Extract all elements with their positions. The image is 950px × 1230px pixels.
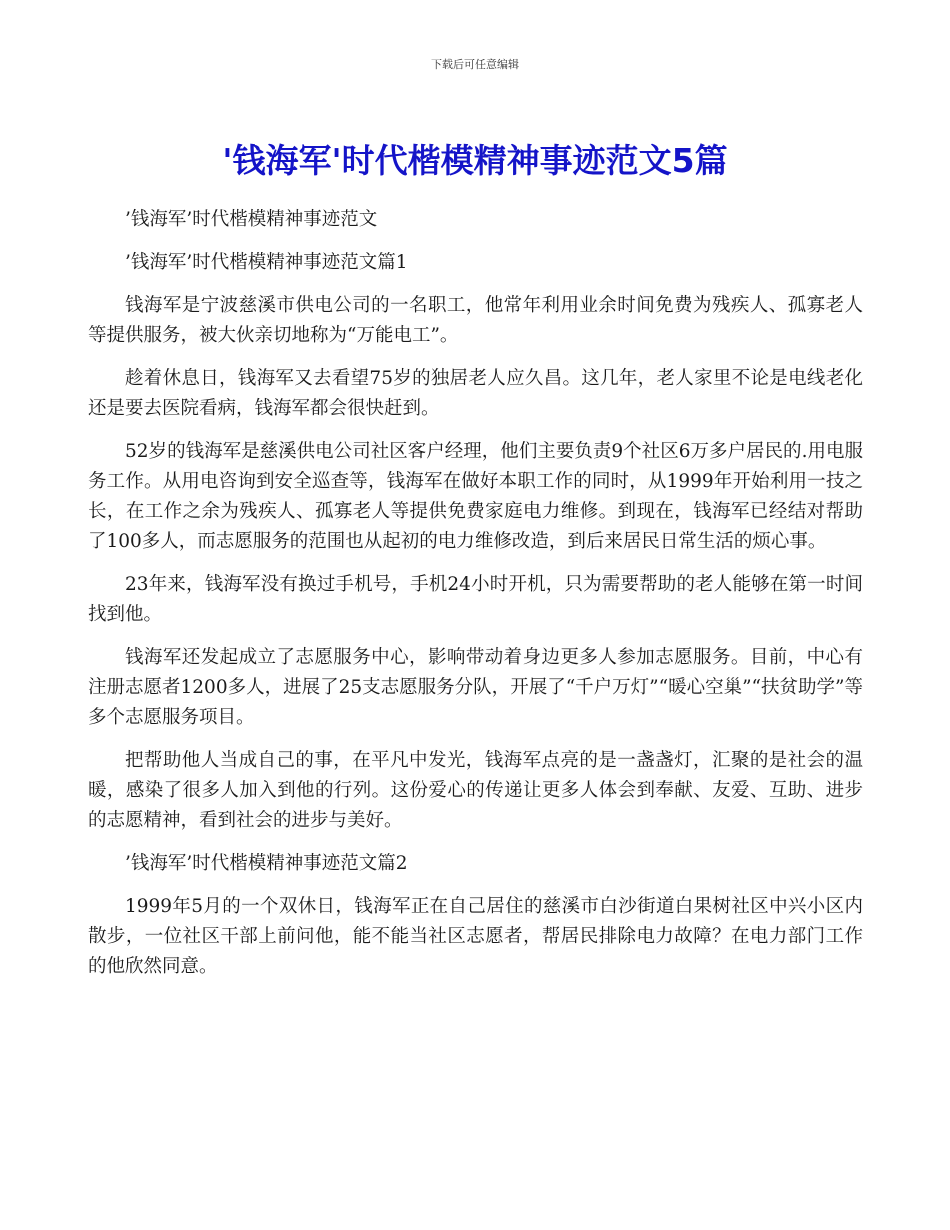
paragraph: 把帮助他人当成自己的事，在平凡中发光，钱海军点亮的是一盏盏灯，汇聚的是社会的温暖，感染了很多人加入到他的行列。这份爱心的传递让更多人体会到奉献、友爱、互助、进步的志愿精神，看到社会的进步与美好。 bbox=[88, 750, 863, 831]
paragraph: 52岁的钱海军是慈溪供电公司社区客户经理，他们主要负责9个社区6万多户居民的.用电服务工作。从用电咨询到安全巡查等，钱海军在做好本职工作的同时，从1999年开始利用一技之长，在工作之余为残疾人、孤寡老人等提供免费家庭电力维修。到现在，钱海军已经结对帮助了100多人，而志愿服务的范围也从起初的电力维修改造，到后来居民日常生活的烦心事。 bbox=[88, 441, 863, 552]
document-title: '钱海军'时代楷模精神事迹范文5篇 bbox=[222, 141, 728, 180]
paragraph: 趁着休息日，钱海军又去看望75岁的独居老人应久昌。这几年，老人家里不论是电线老化还是要去医院看病，钱海军都会很快赶到。 bbox=[88, 368, 863, 419]
section-heading-2: ’钱海军’时代楷模精神事迹范文篇2 bbox=[125, 853, 408, 874]
paragraph: 钱海军是宁波慈溪市供电公司的一名职工，他常年利用业余时间免费为残疾人、孤寡老人等提供服务，被大伙亲切地称为“万能电工”。 bbox=[88, 295, 863, 346]
header-note: 下载后可任意编辑 bbox=[431, 58, 519, 71]
document-body bbox=[88, 205, 863, 995]
paragraph: 钱海军还发起成立了志愿服务中心，影响带动着身边更多人参加志愿服务。目前，中心有注册志愿者1200多人，进展了25支志愿服务分队，开展了“千户万灯”“暖心空巢”“扶贫助学”等多个志愿服务项目。 bbox=[88, 647, 863, 728]
paragraph: 1999年5月的一个双休日，钱海军正在自己居住的慈溪市白沙街道白果树社区中兴小区内散步，一位社区干部上前问他，能不能当社区志愿者，帮居民排除电力故障？在电力部门工作的他欣然同意。 bbox=[88, 896, 863, 977]
paragraph-subtitle: ’钱海军’时代楷模精神事迹范文 bbox=[125, 209, 378, 230]
paragraph: 23年来，钱海军没有换过手机号，手机24小时开机，只为需要帮助的老人能够在第一时间找到他。 bbox=[88, 574, 863, 625]
section-heading-1: ’钱海军’时代楷模精神事迹范文篇1 bbox=[125, 252, 408, 273]
